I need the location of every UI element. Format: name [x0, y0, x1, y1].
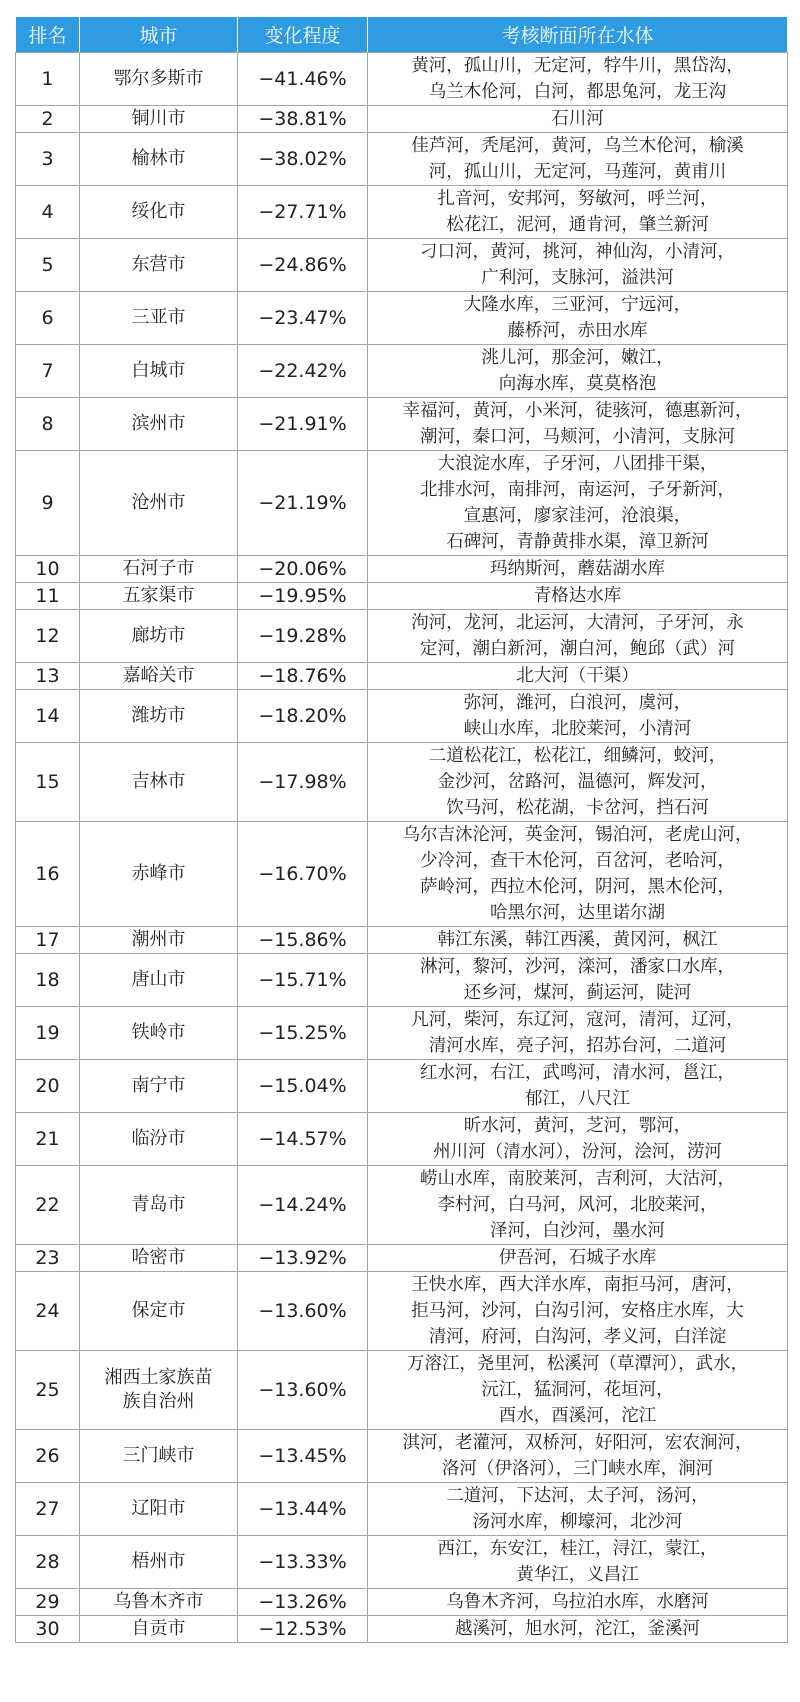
water-body-cell	[368, 133, 788, 186]
water-body-cell	[368, 1113, 788, 1166]
water-body-line: 金沙河，岔路河，温德河，辉发河，	[437, 772, 718, 792]
rank-cell: 16	[16, 822, 80, 927]
water-body-line: 大隆水库，三亚河，宁远河，	[463, 295, 692, 315]
change-cell: −13.26%	[238, 1589, 368, 1616]
change-cell: −18.20%	[238, 690, 368, 743]
rank-cell: 25	[16, 1351, 80, 1430]
rank-cell: 10	[16, 556, 80, 583]
change-cell: −38.02%	[238, 133, 368, 186]
water-body-line: 佳芦河，秃尾河，黄河，乌兰木伦河，榆溪	[411, 136, 744, 156]
water-body-cell	[368, 1536, 788, 1589]
table-row	[16, 1113, 788, 1166]
rank-cell: 3	[16, 133, 80, 186]
rank-cell: 4	[16, 186, 80, 239]
rank-cell: 29	[16, 1589, 80, 1616]
rank-cell: 1	[16, 53, 80, 106]
water-body-line: 乌兰木伦河，白河，都思兔河，龙王沟	[428, 82, 727, 102]
table-row	[16, 1351, 788, 1430]
water-body-line: 青格达水库	[533, 586, 622, 606]
change-cell: −24.86%	[238, 239, 368, 292]
water-body-line: 向海水库，莫莫格泡	[498, 374, 657, 394]
water-body-cell	[368, 743, 788, 822]
rank-cell: 26	[16, 1430, 80, 1483]
change-cell: −15.25%	[238, 1007, 368, 1060]
water-body-cell	[368, 1616, 788, 1643]
water-body-line: 扎音河，安邦河，努敏河，呼兰河，	[437, 189, 718, 209]
water-body-line: 昕水河，黄河，芝河，鄂河，	[463, 1116, 692, 1136]
rank-cell: 8	[16, 398, 80, 451]
rank-cell: 28	[16, 1536, 80, 1589]
rank-cell: 6	[16, 292, 80, 345]
table-row	[16, 1060, 788, 1113]
ranking-table-container	[15, 16, 787, 1643]
city-cell: 廊坊市	[80, 610, 238, 663]
water-body-line: 红水河，右江，武鸣河，清水河，邕江，	[420, 1063, 735, 1083]
table-row	[16, 1272, 788, 1351]
table-row	[16, 398, 788, 451]
water-body-cell	[368, 1060, 788, 1113]
rank-cell: 20	[16, 1060, 80, 1113]
water-body-cell	[368, 1430, 788, 1483]
header-change: 变化程度	[238, 17, 368, 53]
table-row	[16, 610, 788, 663]
water-body-line: 玛纳斯河，蘑菇湖水库	[490, 559, 665, 579]
change-cell: −13.60%	[238, 1351, 368, 1430]
water-body-cell	[368, 663, 788, 690]
table-row	[16, 1536, 788, 1589]
water-body-line: 洮儿河，那金河，嫩江，	[481, 348, 674, 368]
change-cell: −41.46%	[238, 53, 368, 106]
water-body-line: 弥河，潍河，白浪河，虞河，	[463, 693, 692, 713]
city-cell: 东营市	[80, 239, 238, 292]
header-rank: 排名	[16, 17, 80, 53]
water-body-cell	[368, 690, 788, 743]
water-body-line: 崂山水库，南胶莱河，吉利河，大沽河，	[420, 1169, 735, 1189]
water-body-line: 淋河，黎河，沙河，滦河，潘家口水库，	[420, 957, 735, 977]
city-cell: 白城市	[80, 345, 238, 398]
city-cell: 赤峰市	[80, 822, 238, 927]
water-body-cell	[368, 583, 788, 610]
change-cell: −38.81%	[238, 106, 368, 133]
water-body-line: 王快水库，西大洋水库，南拒马河，唐河，	[411, 1275, 744, 1295]
water-body-line: 潮河，秦口河，马颊河，小清河，支脉河	[420, 427, 735, 447]
city-cell: 嘉峪关市	[80, 663, 238, 690]
city-cell: 梧州市	[80, 1536, 238, 1589]
change-cell: −23.47%	[238, 292, 368, 345]
water-body-cell	[368, 1351, 788, 1430]
water-body-line: 万溶江，尧里河，松溪河（草潭河），武水，	[406, 1354, 749, 1374]
water-body-line: 汤河水库，柳壕河，北沙河	[472, 1512, 683, 1532]
rank-cell: 5	[16, 239, 80, 292]
water-body-line: 乌尔吉沐沦河，英金河，锡泊河，老虎山河，	[402, 825, 753, 845]
table-row	[16, 1166, 788, 1245]
water-body-cell	[368, 398, 788, 451]
ranking-table	[15, 16, 788, 1643]
rank-cell: 18	[16, 954, 80, 1007]
water-body-cell	[368, 451, 788, 556]
water-body-line: 越溪河，旭水河，沱江，釜溪河	[455, 1619, 700, 1639]
change-cell: −14.57%	[238, 1113, 368, 1166]
water-body-cell	[368, 822, 788, 927]
change-cell: −13.60%	[238, 1272, 368, 1351]
water-body-line: 北大河（干渠）	[516, 666, 639, 686]
rank-cell: 14	[16, 690, 80, 743]
water-body-line: 萨岭河，西拉木伦河，阴河，黑木伦河，	[420, 877, 735, 897]
change-cell: −13.45%	[238, 1430, 368, 1483]
city-cell: 哈密市	[80, 1245, 238, 1272]
water-body-line: 泃河，龙河，北运河，大清河，子牙河，永	[411, 613, 744, 633]
rank-cell: 23	[16, 1245, 80, 1272]
city-cell: 三门峡市	[80, 1430, 238, 1483]
water-body-cell	[368, 927, 788, 954]
change-cell: −17.98%	[238, 743, 368, 822]
change-cell: −13.44%	[238, 1483, 368, 1536]
city-cell: 乌鲁木齐市	[80, 1589, 238, 1616]
rank-cell: 21	[16, 1113, 80, 1166]
table-row	[16, 822, 788, 927]
header-row	[16, 17, 788, 53]
water-body-cell	[368, 1245, 788, 1272]
table-row	[16, 690, 788, 743]
table-row	[16, 53, 788, 106]
table-row	[16, 954, 788, 1007]
water-body-cell	[368, 1272, 788, 1351]
change-cell: −12.53%	[238, 1616, 368, 1643]
change-cell: −16.70%	[238, 822, 368, 927]
rank-cell: 22	[16, 1166, 80, 1245]
change-cell: −22.42%	[238, 345, 368, 398]
table-row	[16, 1430, 788, 1483]
change-cell: −15.71%	[238, 954, 368, 1007]
city-cell: 绥化市	[80, 186, 238, 239]
rank-cell: 7	[16, 345, 80, 398]
change-cell: −21.19%	[238, 451, 368, 556]
city-cell: 唐山市	[80, 954, 238, 1007]
water-body-line: 定河，潮白新河，潮白河，鲍邱（武）河	[420, 639, 735, 659]
table-row	[16, 451, 788, 556]
water-body-line: 刁口河，黄河，挑河，神仙沟，小清河，	[420, 242, 735, 262]
water-body-line: 清河水库，亮子河，招苏台河，二道河	[428, 1036, 727, 1056]
water-body-line: 藤桥河，赤田水库	[507, 321, 648, 341]
city-cell: 保定市	[80, 1272, 238, 1351]
water-body-line: 北排水河，南排河，南运河，子牙新河，	[420, 480, 735, 500]
water-body-line: 二道河，下达河，太子河，汤河，	[446, 1486, 709, 1506]
water-body-cell	[368, 954, 788, 1007]
table-row	[16, 663, 788, 690]
change-cell: −14.24%	[238, 1166, 368, 1245]
rank-cell: 15	[16, 743, 80, 822]
table-row	[16, 106, 788, 133]
table-row	[16, 1616, 788, 1643]
change-cell: −27.71%	[238, 186, 368, 239]
change-cell: −13.33%	[238, 1536, 368, 1589]
water-body-line: 石川河	[551, 109, 604, 129]
rank-cell: 19	[16, 1007, 80, 1060]
water-body-line: 广利河，支脉河，溢洪河	[481, 268, 674, 288]
change-cell: −13.92%	[238, 1245, 368, 1272]
water-body-cell	[368, 1007, 788, 1060]
city-cell: 铁岭市	[80, 1007, 238, 1060]
rank-cell: 2	[16, 106, 80, 133]
table-row	[16, 1245, 788, 1272]
city-cell: 潍坊市	[80, 690, 238, 743]
header-city: 城市	[80, 17, 238, 53]
city-cell: 南宁市	[80, 1060, 238, 1113]
water-body-line: 石碑河，青静黄排水渠，漳卫新河	[446, 532, 709, 552]
water-body-cell	[368, 1166, 788, 1245]
water-body-line: 西江，东安江，桂江，浔江，蒙江，	[437, 1539, 718, 1559]
water-body-cell	[368, 186, 788, 239]
water-body-cell	[368, 239, 788, 292]
water-body-line: 黄华江，义昌江	[516, 1565, 639, 1585]
change-cell: −19.95%	[238, 583, 368, 610]
table-body	[16, 53, 788, 1643]
water-body-line: 伊吾河，石城子水库	[498, 1248, 657, 1268]
water-body-cell	[368, 53, 788, 106]
table-row	[16, 239, 788, 292]
city-cell: 沧州市	[80, 451, 238, 556]
table-row	[16, 1483, 788, 1536]
table-row	[16, 133, 788, 186]
city-cell: 五家渠市	[80, 583, 238, 610]
change-cell: −15.04%	[238, 1060, 368, 1113]
water-body-line: 清河，府河，白沟河，孝义河，白洋淀	[428, 1327, 727, 1347]
change-cell: −15.86%	[238, 927, 368, 954]
water-body-cell	[368, 1589, 788, 1616]
table-row	[16, 292, 788, 345]
table-row	[16, 186, 788, 239]
water-body-line: 少冷河，查干木伦河，百岔河，老哈河，	[420, 851, 735, 871]
water-body-line: 峡山水库，北胶莱河，小清河	[463, 719, 692, 739]
city-line: 湘西土家族苗	[104, 1367, 213, 1388]
water-body-line: 松花江，泥河，通肯河，肇兰新河	[446, 215, 709, 235]
change-cell: −20.06%	[238, 556, 368, 583]
table-row	[16, 556, 788, 583]
rank-cell: 24	[16, 1272, 80, 1351]
water-body-line: 饮马河，松花湖，卡岔河，挡石河	[446, 798, 709, 818]
city-cell: 滨州市	[80, 398, 238, 451]
water-body-line: 郁江，八尺江	[525, 1089, 630, 1109]
water-body-cell	[368, 292, 788, 345]
table-row	[16, 743, 788, 822]
water-body-line: 沅江，猛洞河，花垣河，	[481, 1380, 674, 1400]
water-body-line: 河，孤山川，无定河，马莲河，黄甫川	[428, 162, 727, 182]
table-row	[16, 927, 788, 954]
city-cell: 三亚市	[80, 292, 238, 345]
city-cell: 自贡市	[80, 1616, 238, 1643]
water-body-line: 韩江东溪，韩江西溪，黄冈河，枫江	[437, 930, 718, 950]
rank-cell: 13	[16, 663, 80, 690]
header-water-body: 考核断面所在水体	[368, 17, 788, 53]
change-cell: −18.76%	[238, 663, 368, 690]
water-body-line: 李村河，白马河，风河，北胶莱河，	[437, 1195, 718, 1215]
water-body-line: 二道松花江，松花江，细鳞河，蛟河，	[428, 746, 727, 766]
water-body-line: 淇河，老灌河，双桥河，好阳河，宏农涧河，	[402, 1433, 753, 1453]
water-body-line: 宣惠河，廖家洼河，沧浪渠，	[463, 506, 692, 526]
city-line: 族自治州	[122, 1391, 195, 1412]
water-body-line: 黄河，孤山川，无定河，牸牛川，黑岱沟，	[411, 56, 744, 76]
water-body-line: 哈黑尔河，达里诺尔湖	[490, 903, 665, 923]
table-row	[16, 1007, 788, 1060]
city-cell: 吉林市	[80, 743, 238, 822]
rank-cell: 27	[16, 1483, 80, 1536]
city-cell: 辽阳市	[80, 1483, 238, 1536]
city-cell: 潮州市	[80, 927, 238, 954]
water-body-line: 拒马河，沙河，白沟引河，安格庄水库，大	[411, 1301, 744, 1321]
water-body-cell	[368, 106, 788, 133]
water-body-line: 幸福河，黄河，小米河，徒骇河，德惠新河，	[402, 401, 753, 421]
table-row	[16, 345, 788, 398]
rank-cell: 30	[16, 1616, 80, 1643]
rank-cell: 17	[16, 927, 80, 954]
rank-cell: 12	[16, 610, 80, 663]
table-header	[16, 17, 788, 53]
city-cell: 铜川市	[80, 106, 238, 133]
water-body-line: 还乡河，煤河，蓟运河，陡河	[463, 983, 692, 1003]
water-body-line: 泽河，白沙河，墨水河	[490, 1221, 665, 1241]
water-body-line: 凡河，柴河，东辽河，寇河，清河，辽河，	[411, 1010, 744, 1030]
rank-cell: 11	[16, 583, 80, 610]
water-body-line: 州川河（清水河），汾河，浍河，涝河	[433, 1142, 722, 1162]
water-body-cell	[368, 1483, 788, 1536]
water-body-line: 乌鲁木齐河，乌拉泊水库，水磨河	[446, 1592, 709, 1612]
city-cell	[80, 1351, 238, 1430]
change-cell: −19.28%	[238, 610, 368, 663]
city-cell: 鄂尔多斯市	[80, 53, 238, 106]
rank-cell: 9	[16, 451, 80, 556]
water-body-cell	[368, 610, 788, 663]
change-cell: −21.91%	[238, 398, 368, 451]
water-body-line: 洛河（伊洛河），三门峡水库，涧河	[441, 1459, 714, 1479]
water-body-line: 大浪淀水库，子牙河，八团排干渠，	[437, 454, 718, 474]
city-cell: 榆林市	[80, 133, 238, 186]
table-row	[16, 1589, 788, 1616]
water-body-line: 酉水，酉溪河，沱江	[498, 1406, 657, 1426]
table-row	[16, 583, 788, 610]
city-cell: 临汾市	[80, 1113, 238, 1166]
water-body-cell	[368, 345, 788, 398]
city-cell: 石河子市	[80, 556, 238, 583]
city-cell: 青岛市	[80, 1166, 238, 1245]
water-body-cell	[368, 556, 788, 583]
